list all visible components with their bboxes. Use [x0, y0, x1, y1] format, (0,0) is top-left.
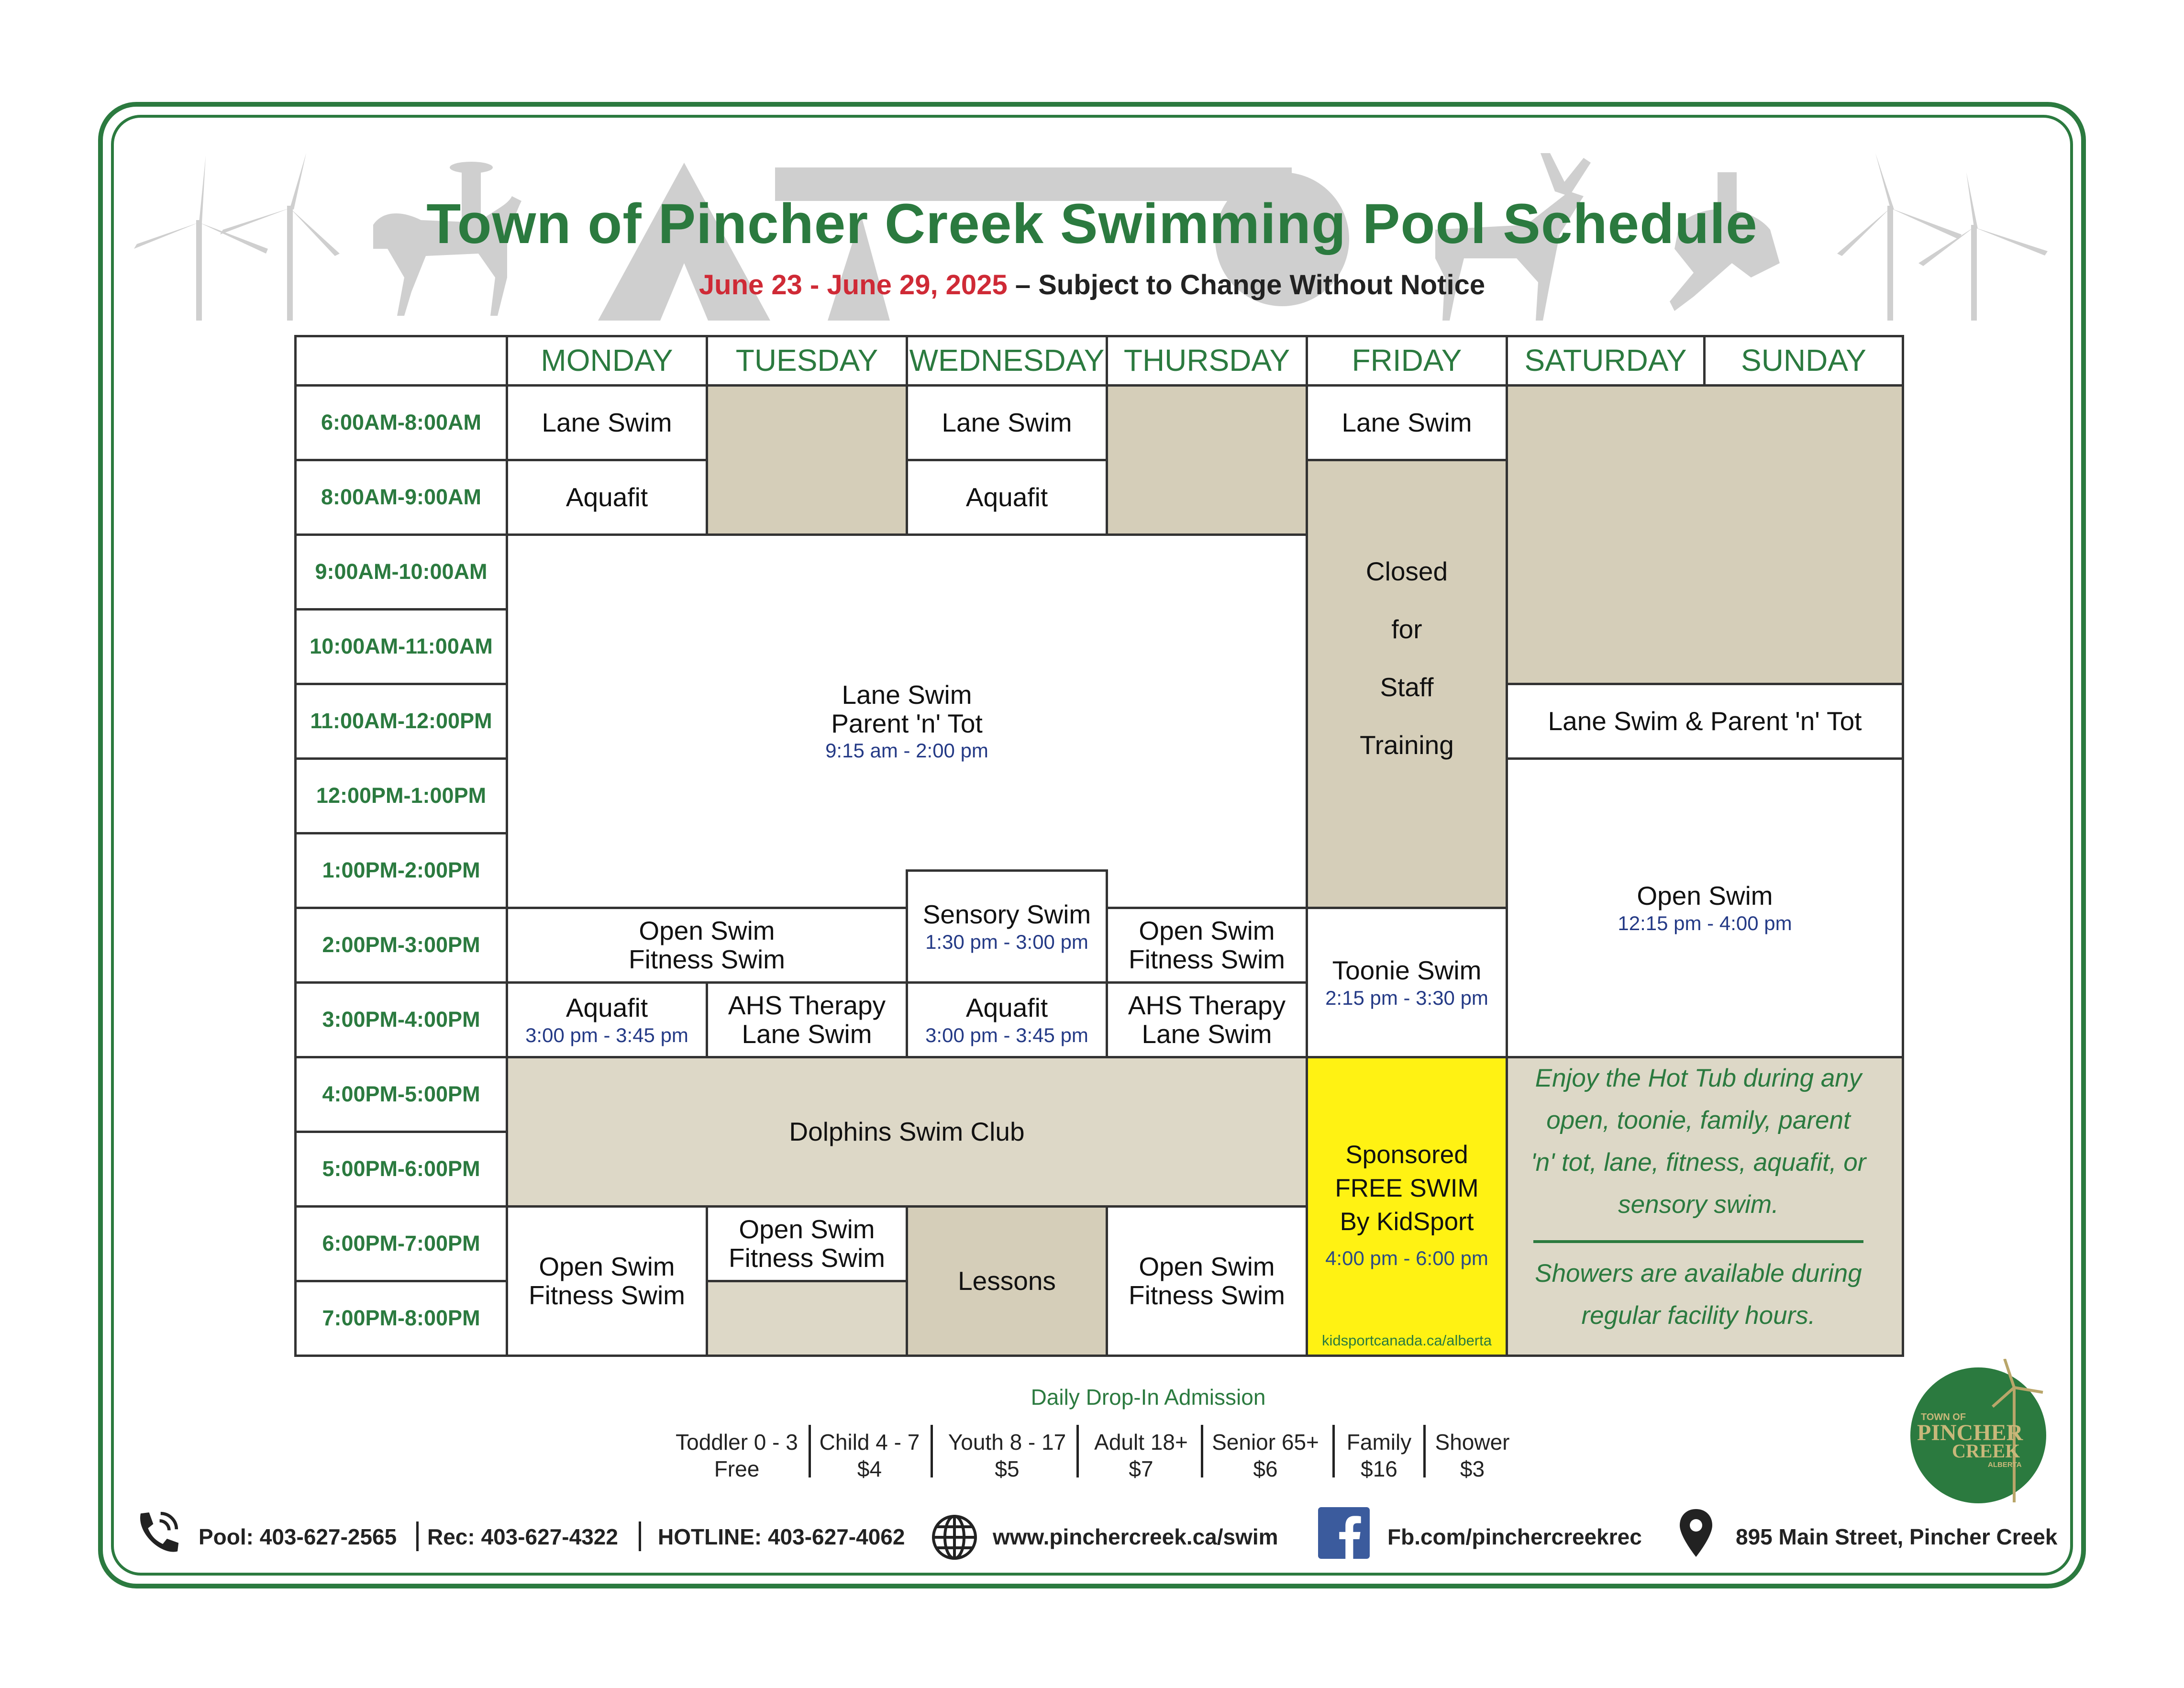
admission-price: $16 — [1361, 1456, 1397, 1481]
day-header-tuesday: TUESDAY — [706, 335, 908, 387]
thursday-ahs-therapy — [1106, 981, 1308, 1058]
tuesday-ahs-therapy — [706, 981, 908, 1058]
closed-line: Training — [1360, 730, 1454, 760]
time-slot: 6:00PM-7:00PM — [294, 1205, 508, 1282]
hotline-phone[interactable]: HOTLINE: 403-627-4062 — [658, 1524, 905, 1549]
admission-price: $6 — [1253, 1456, 1278, 1481]
wednesday-aquafit: Aquafit — [906, 459, 1108, 536]
session-time: 9:15 am - 2:00 pm — [825, 739, 988, 762]
closed-line: Closed — [1365, 556, 1448, 586]
admission-divider — [1332, 1425, 1335, 1477]
session-name: Lane Swim — [842, 680, 972, 710]
time-slot: 9:00AM-10:00AM — [294, 533, 508, 611]
day-header-wednesday: WEDNESDAY — [906, 335, 1108, 387]
time-slot: 2:00PM-3:00PM — [294, 907, 508, 984]
session-time: 3:00 pm - 3:45 pm — [925, 1023, 1088, 1046]
admission-price: $4 — [857, 1456, 882, 1481]
admission-adult — [1081, 1428, 1201, 1483]
wednesday-lane-swim: Lane Swim — [906, 384, 1108, 461]
day-header-thursday: THURSDAY — [1106, 335, 1308, 387]
showers-line: Showers are available during — [1535, 1259, 1862, 1288]
time-slot: 10:00AM-11:00AM — [294, 608, 508, 685]
pincher-creek-logo — [1907, 1359, 2055, 1507]
admission-label: Toddler 0 - 3 — [676, 1430, 798, 1455]
time-slot: 5:00PM-6:00PM — [294, 1131, 508, 1208]
subtitle — [0, 269, 2184, 301]
admission-senior — [1206, 1428, 1325, 1483]
time-slot: 12:00PM-1:00PM — [294, 757, 508, 834]
session-name: Toonie Swim — [1332, 955, 1482, 986]
admission-child — [813, 1428, 926, 1483]
session-name: Parent 'n' Tot — [831, 708, 983, 738]
page-title: Town of Pincher Creek Swimming Pool Schedule — [426, 192, 1758, 255]
monday-evening-open-fitness — [506, 1205, 708, 1357]
session-name: Open Swim — [1139, 1252, 1275, 1282]
tuesday-late-closed — [706, 1280, 908, 1357]
thursday-open-fitness-swim — [1106, 907, 1308, 984]
time-slot: 6:00AM-8:00AM — [294, 384, 508, 461]
admission-price: $5 — [995, 1456, 1020, 1481]
closed-line: Staff — [1380, 672, 1434, 702]
admission-divider — [809, 1425, 811, 1477]
admission-label: Youth 8 - 17 — [948, 1430, 1066, 1455]
monday-aquafit-afternoon — [506, 981, 708, 1058]
admission-label: Adult 18+ — [1094, 1430, 1188, 1455]
sponsored-line: Sponsored — [1345, 1140, 1468, 1169]
thursday-morning-closed — [1106, 384, 1308, 536]
facebook-icon — [1318, 1507, 1370, 1559]
weekend-morning-closed — [1506, 384, 1904, 685]
weekend-info-text — [1507, 1057, 1890, 1359]
time-slot: 4:00PM-5:00PM — [294, 1056, 508, 1133]
logo-text: CREEK — [1952, 1440, 2020, 1462]
schedule-dates: June 23 - June 29, 2025 — [698, 269, 1008, 300]
time-slot: 11:00AM-12:00PM — [294, 683, 508, 760]
session-name: Aquafit — [565, 993, 648, 1023]
friday-lane-swim: Lane Swim — [1306, 384, 1508, 461]
sponsored-line: By KidSport — [1340, 1207, 1474, 1236]
closed-line: for — [1391, 614, 1422, 644]
monday-lane-swim: Lane Swim — [506, 384, 708, 461]
session-name: Fitness Swim — [729, 1243, 885, 1273]
info-divider — [1533, 1240, 1863, 1243]
admission-label: Child 4 - 7 — [819, 1430, 920, 1455]
admission-shower — [1428, 1428, 1517, 1483]
admission-price: $3 — [1460, 1456, 1485, 1481]
rec-phone[interactable]: Rec: 403-627-4322 — [427, 1524, 618, 1549]
day-header-sunday: SUNDAY — [1703, 335, 1904, 387]
admission-price: $7 — [1129, 1456, 1153, 1481]
facebook-link[interactable]: Fb.com/pinchercreekrec — [1387, 1524, 1642, 1549]
session-name: Open Swim — [739, 1214, 875, 1244]
session-time: 4:00 pm - 6:00 pm — [1325, 1246, 1488, 1269]
session-name: Open Swim — [1637, 881, 1773, 911]
day-header-saturday: SATURDAY — [1506, 335, 1706, 387]
friday-closed-staff-training — [1306, 459, 1508, 909]
friday-kidsport-free-swim — [1306, 1056, 1508, 1357]
change-notice: – Subject to Change Without Notice — [1007, 269, 1486, 300]
wednesday-lessons: Lessons — [906, 1205, 1108, 1357]
friday-toonie-swim — [1306, 907, 1508, 1058]
weekend-open-swim — [1506, 757, 1904, 1058]
monday-aquafit: Aquafit — [506, 459, 708, 536]
phone-icon — [130, 1507, 183, 1560]
admission-label: Family — [1346, 1430, 1412, 1455]
session-name: AHS Therapy — [728, 990, 886, 1021]
session-name: Open Swim — [539, 1252, 675, 1282]
session-time: 2:15 pm - 3:30 pm — [1325, 986, 1488, 1009]
session-name: Sensory Swim — [922, 900, 1091, 930]
session-time: 1:30 pm - 3:00 pm — [925, 930, 1088, 953]
admission-divider — [1076, 1425, 1079, 1477]
day-header-monday: MONDAY — [506, 335, 708, 387]
time-slot: 3:00PM-4:00PM — [294, 981, 508, 1058]
admission-label: Senior 65+ — [1212, 1430, 1319, 1455]
time-slot: 8:00AM-9:00AM — [294, 459, 508, 536]
footer-divider — [639, 1521, 641, 1551]
address: 895 Main Street, Pincher Creek — [1736, 1524, 2058, 1549]
time-slot: 7:00PM-8:00PM — [294, 1280, 508, 1357]
admission-label: Shower — [1435, 1430, 1510, 1455]
admission-family — [1337, 1428, 1421, 1483]
admission-divider — [1423, 1425, 1426, 1477]
admission-divider — [1201, 1425, 1203, 1477]
session-time: 12:15 pm - 4:00 pm — [1618, 911, 1792, 934]
session-name: Fitness Swim — [1129, 944, 1285, 974]
tuesday-morning-closed — [706, 384, 908, 536]
wednesday-sensory-swim — [906, 869, 1108, 984]
footer-divider — [416, 1521, 419, 1551]
session-name: Lane Swim — [742, 1019, 872, 1049]
hot-tub-line: sensory swim. — [1618, 1190, 1779, 1219]
location-pin-icon — [1677, 1507, 1715, 1560]
time-slot: 1:00PM-2:00PM — [294, 832, 508, 909]
corner-cell — [294, 335, 508, 387]
session-name: Open Swim — [1139, 916, 1275, 946]
logo-text: ALBERTA — [1988, 1461, 2022, 1469]
session-name: Fitness Swim — [629, 944, 785, 974]
globe-icon — [931, 1513, 978, 1561]
admission-youth — [935, 1428, 1079, 1483]
session-name: Lane Swim — [1142, 1019, 1272, 1049]
thursday-evening-open-fitness — [1106, 1205, 1308, 1357]
admission-toddler — [665, 1428, 809, 1483]
mon-tue-open-fitness-swim — [506, 907, 908, 984]
dolphins-swim-club: Dolphins Swim Club — [506, 1056, 1308, 1208]
pool-phone[interactable]: Pool: 403-627-2565 — [199, 1524, 397, 1549]
logo-text: TOWN OF — [1921, 1412, 1966, 1422]
hot-tub-line: 'n' tot, lane, fitness, aquafit, or — [1530, 1148, 1866, 1177]
weekday-lane-parent-tot — [506, 533, 1308, 909]
session-name: Fitness Swim — [529, 1280, 685, 1310]
admission-price: Free — [714, 1456, 760, 1481]
session-name: AHS Therapy — [1128, 990, 1286, 1021]
day-header-friday: FRIDAY — [1306, 335, 1508, 387]
session-name: Aquafit — [965, 993, 1048, 1023]
kidsport-url: kidsportcanada.ca/alberta — [1321, 1332, 1492, 1349]
tuesday-evening-open-fitness — [706, 1205, 908, 1282]
session-name: Fitness Swim — [1129, 1280, 1285, 1310]
session-name: Open Swim — [639, 916, 775, 946]
weekend-lane-parent-tot: Lane Swim & Parent 'n' Tot — [1506, 683, 1904, 760]
admission-title: Daily Drop-In Admission — [1031, 1385, 1266, 1410]
hot-tub-line: open, toonie, family, parent — [1546, 1106, 1851, 1134]
hot-tub-line: Enjoy the Hot Tub during any — [1535, 1064, 1862, 1092]
session-time: 3:00 pm - 3:45 pm — [525, 1023, 688, 1046]
showers-line: regular facility hours. — [1581, 1301, 1816, 1330]
logo-emblem-icon — [1907, 1359, 2055, 1507]
logo-text: PINCHER — [1917, 1420, 2023, 1445]
wednesday-aquafit-afternoon — [906, 981, 1108, 1058]
sponsored-line: FREE SWIM — [1335, 1174, 1479, 1202]
website-link[interactable]: www.pinchercreek.ca/swim — [993, 1524, 1278, 1549]
admission-divider — [931, 1425, 933, 1477]
